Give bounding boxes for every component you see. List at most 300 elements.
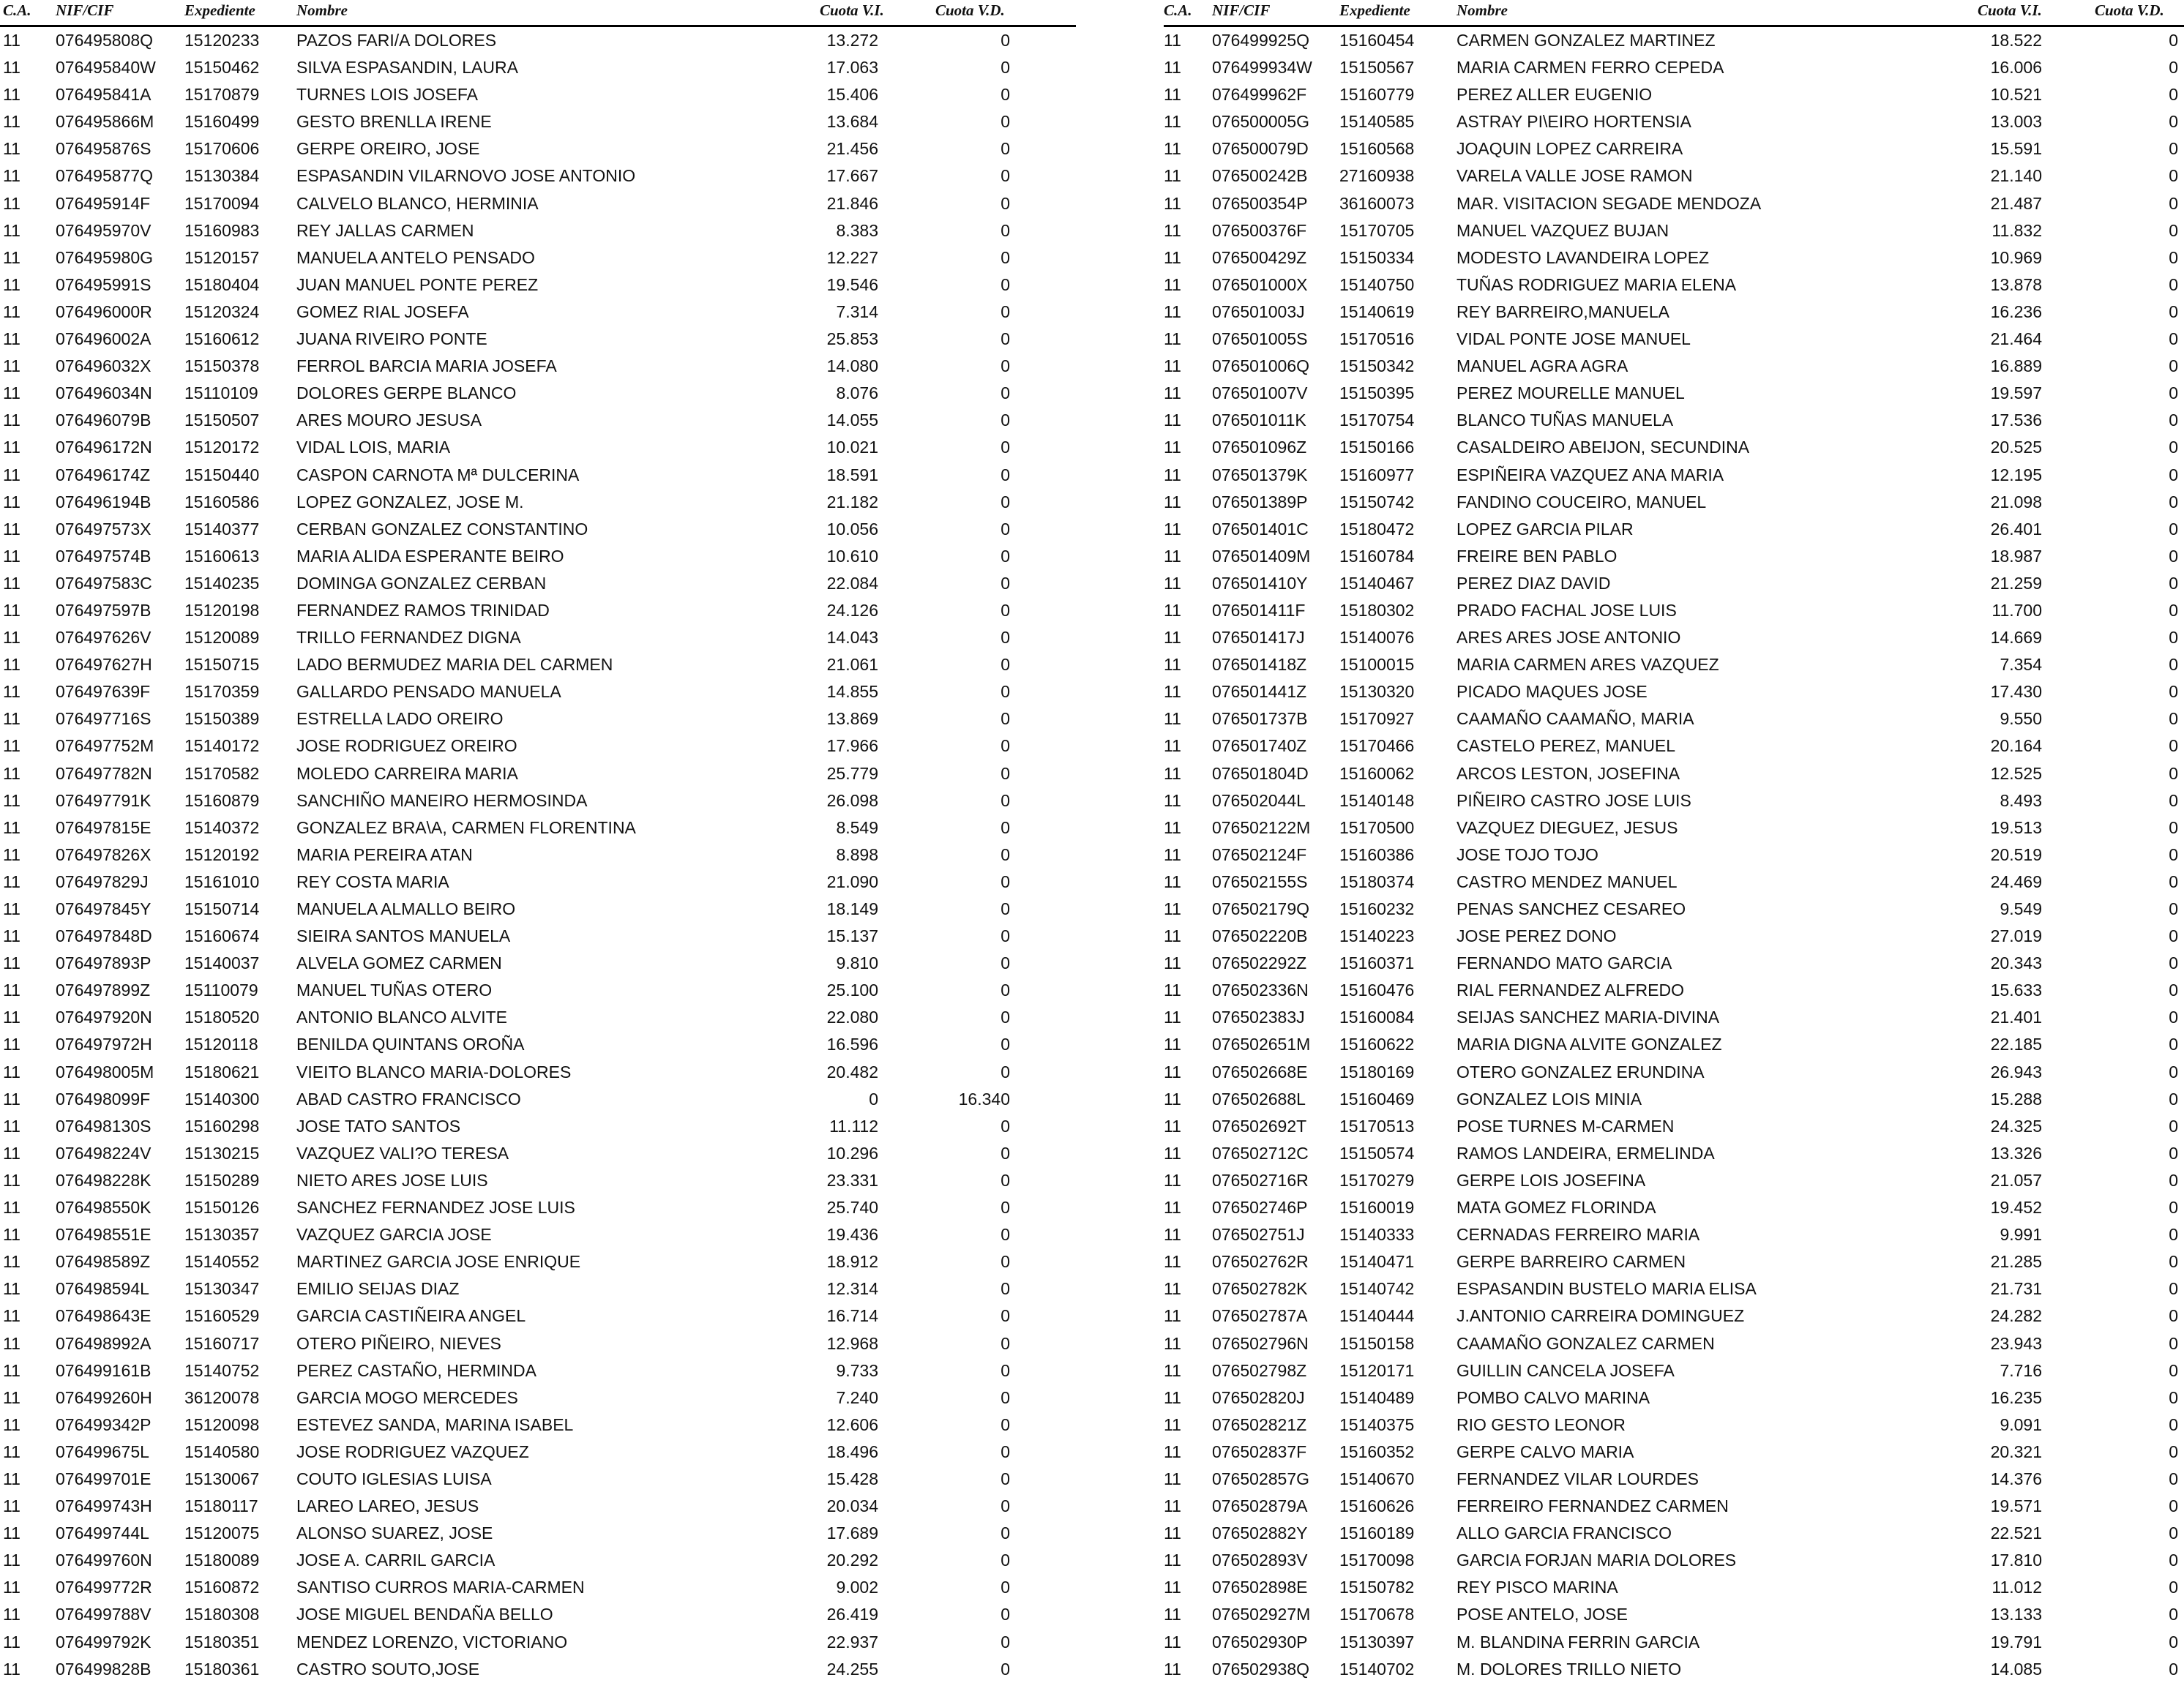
cell-ca: 11 bbox=[3, 1252, 20, 1272]
cell-nif: 076495876S bbox=[56, 139, 152, 159]
cell-cuota-vd: 0 bbox=[2169, 1143, 2178, 1163]
cell-cuota-vd: 0 bbox=[2169, 1170, 2178, 1190]
cell-expediente: 15110109 bbox=[184, 383, 258, 403]
cell-cuota-vd: 0 bbox=[1001, 899, 1010, 918]
cell-cuota-vd: 0 bbox=[1001, 329, 1010, 349]
table-row bbox=[0, 651, 1076, 678]
table-row bbox=[1164, 1520, 2184, 1547]
table-row bbox=[1164, 434, 2184, 461]
cell-ca: 11 bbox=[3, 1225, 20, 1245]
cell-ca: 11 bbox=[3, 1279, 20, 1299]
cell-nombre: GERPE OREIRO, JOSE bbox=[296, 139, 480, 159]
cell-nombre: JOSE A. CARRIL GARCIA bbox=[296, 1551, 495, 1570]
cell-cuota-vi: 9.810 bbox=[836, 953, 878, 973]
cell-ca: 11 bbox=[3, 1496, 20, 1516]
cell-expediente: 15170359 bbox=[184, 682, 260, 702]
cell-nombre: GALLARDO PENSADO MANUELA bbox=[296, 682, 561, 702]
table-row bbox=[1164, 1547, 2184, 1574]
cell-expediente: 15160232 bbox=[1339, 899, 1415, 918]
cell-ca: 11 bbox=[1164, 1089, 1181, 1109]
cell-expediente: 15120233 bbox=[184, 31, 260, 50]
cell-ca: 11 bbox=[3, 519, 20, 539]
table-row bbox=[0, 597, 1076, 624]
cell-ca: 11 bbox=[3, 1605, 20, 1624]
cell-ca: 11 bbox=[1164, 1198, 1181, 1218]
table-row bbox=[1164, 705, 2184, 732]
cell-expediente: 15150158 bbox=[1339, 1333, 1415, 1353]
cell-cuota-vd: 0 bbox=[1001, 139, 1010, 159]
cell-nombre: MANUELA ANTELO PENSADO bbox=[296, 247, 535, 267]
cell-ca: 11 bbox=[1164, 193, 1181, 213]
table-row bbox=[0, 81, 1076, 108]
cell-cuota-vd: 0 bbox=[1001, 438, 1010, 457]
cell-nombre: MARTINEZ GARCIA JOSE ENRIQUE bbox=[296, 1252, 581, 1272]
cell-cuota-vd: 0 bbox=[2169, 1035, 2178, 1054]
cell-cuota-vi: 20.321 bbox=[1990, 1442, 2042, 1461]
cell-nif: 076499701E bbox=[56, 1469, 152, 1488]
cell-nif: 076501411F bbox=[1212, 600, 1306, 620]
cell-cuota-vd: 0 bbox=[2169, 709, 2178, 729]
cell-nif: 076502782K bbox=[1212, 1279, 1308, 1299]
cell-ca: 11 bbox=[3, 356, 20, 376]
cell-cuota-vd: 0 bbox=[2169, 1198, 2178, 1218]
table-row bbox=[0, 1113, 1076, 1140]
cell-nombre: CAAMAÑO GONZALEZ CARMEN bbox=[1456, 1333, 1715, 1353]
cell-ca: 11 bbox=[3, 600, 20, 620]
cell-cuota-vd: 0 bbox=[2169, 356, 2178, 376]
cell-nombre: SANCHIÑO MANEIRO HERMOSINDA bbox=[296, 790, 588, 810]
left-table bbox=[0, 0, 1076, 1683]
cell-nombre: MANUELA ALMALLO BEIRO bbox=[296, 899, 516, 918]
cell-ca: 11 bbox=[1164, 519, 1181, 539]
cell-cuota-vd: 0 bbox=[1001, 1387, 1010, 1407]
cell-nombre: JOSE TATO SANTOS bbox=[296, 1116, 461, 1136]
header-nombre: Nombre bbox=[296, 1, 348, 19]
cell-cuota-vd: 0 bbox=[1001, 301, 1010, 321]
table-row bbox=[0, 1221, 1076, 1248]
table-row bbox=[0, 787, 1076, 814]
cell-nombre: LADO BERMUDEZ MARIA DEL CARMEN bbox=[296, 655, 613, 675]
cell-cuota-vi: 8.549 bbox=[836, 817, 878, 837]
cell-expediente: 15160784 bbox=[1339, 546, 1415, 566]
cell-cuota-vi: 14.855 bbox=[826, 682, 878, 702]
cell-cuota-vi: 21.464 bbox=[1990, 329, 2042, 349]
table-row bbox=[1164, 678, 2184, 705]
cell-ca: 11 bbox=[1164, 58, 1181, 78]
table-row bbox=[0, 1629, 1076, 1656]
cell-nif: 076502122M bbox=[1212, 817, 1311, 837]
cell-ca: 11 bbox=[3, 1360, 20, 1380]
cell-expediente: 15170279 bbox=[1339, 1170, 1415, 1190]
cell-ca: 11 bbox=[1164, 790, 1181, 810]
cell-nombre: MARIA ALIDA ESPERANTE BEIRO bbox=[296, 546, 564, 566]
cell-expediente: 15120171 bbox=[1339, 1360, 1415, 1380]
cell-expediente: 15160189 bbox=[1339, 1523, 1415, 1543]
cell-ca: 11 bbox=[1164, 682, 1181, 702]
cell-cuota-vi: 26.419 bbox=[826, 1605, 878, 1624]
cell-cuota-vd: 0 bbox=[1001, 58, 1010, 78]
cell-expediente: 15150715 bbox=[184, 655, 260, 675]
cell-cuota-vi: 17.689 bbox=[826, 1523, 878, 1543]
cell-expediente: 15120172 bbox=[184, 438, 260, 457]
cell-nif: 076501410Y bbox=[1212, 573, 1308, 593]
table-row bbox=[0, 570, 1076, 597]
cell-ca: 11 bbox=[3, 247, 20, 267]
header-expediente: Expediente bbox=[1339, 1, 1410, 19]
cell-cuota-vi: 8.076 bbox=[836, 383, 878, 403]
cell-expediente: 15160454 bbox=[1339, 31, 1415, 50]
table-row bbox=[0, 407, 1076, 434]
cell-nombre: JOAQUIN LOPEZ CARREIRA bbox=[1456, 139, 1683, 159]
cell-expediente: 15140580 bbox=[184, 1442, 260, 1461]
cell-expediente: 15160529 bbox=[184, 1306, 260, 1326]
cell-cuota-vd: 0 bbox=[2169, 573, 2178, 593]
cell-expediente: 15150289 bbox=[184, 1170, 260, 1190]
table-row bbox=[1164, 380, 2184, 407]
cell-cuota-vd: 0 bbox=[1001, 709, 1010, 729]
cell-ca: 11 bbox=[3, 573, 20, 593]
cell-cuota-vi: 21.098 bbox=[1990, 492, 2042, 511]
cell-cuota-vd: 0 bbox=[1001, 981, 1010, 1000]
cell-nombre: CASTRO MENDEZ MANUEL bbox=[1456, 872, 1678, 891]
cell-ca: 11 bbox=[1164, 1387, 1181, 1407]
table-row bbox=[0, 1275, 1076, 1302]
cell-ca: 11 bbox=[3, 1578, 20, 1597]
cell-nif: 076497639F bbox=[56, 682, 151, 702]
cell-cuota-vi: 11.700 bbox=[1992, 600, 2042, 620]
cell-cuota-vd: 0 bbox=[2169, 1116, 2178, 1136]
table-row bbox=[1164, 1493, 2184, 1520]
cell-cuota-vi: 21.061 bbox=[826, 655, 878, 675]
cell-nif: 076502821Z bbox=[1212, 1414, 1307, 1434]
table-row bbox=[1164, 1357, 2184, 1384]
cell-expediente: 15140172 bbox=[184, 736, 260, 756]
cell-expediente: 15160586 bbox=[184, 492, 260, 511]
cell-expediente: 15130067 bbox=[184, 1469, 260, 1488]
cell-cuota-vi: 22.185 bbox=[1990, 1035, 2042, 1054]
table-row bbox=[0, 1004, 1076, 1031]
cell-ca: 11 bbox=[1164, 112, 1181, 132]
cell-cuota-vi: 13.003 bbox=[1990, 112, 2042, 132]
cell-cuota-vi: 16.236 bbox=[1990, 301, 2042, 321]
cell-cuota-vd: 0 bbox=[1001, 763, 1010, 783]
table-row bbox=[0, 1493, 1076, 1520]
cell-nombre: CASPON CARNOTA Mª DULCERINA bbox=[296, 465, 580, 484]
cell-ca: 11 bbox=[3, 193, 20, 213]
cell-cuota-vd: 0 bbox=[2169, 1414, 2178, 1434]
cell-cuota-vd: 16.340 bbox=[958, 1089, 1010, 1109]
cell-cuota-vd: 0 bbox=[2169, 411, 2178, 430]
cell-cuota-vd: 0 bbox=[2169, 139, 2178, 159]
table-row bbox=[0, 108, 1076, 135]
cell-nif: 076502746P bbox=[1212, 1198, 1308, 1218]
cell-ca: 11 bbox=[3, 899, 20, 918]
cell-ca: 11 bbox=[1164, 709, 1181, 729]
cell-cuota-vd: 0 bbox=[1001, 817, 1010, 837]
cell-cuota-vi: 21.456 bbox=[826, 139, 878, 159]
table-row bbox=[0, 1194, 1076, 1221]
cell-cuota-vi: 21.846 bbox=[826, 193, 878, 213]
cell-cuota-vd: 0 bbox=[1001, 1170, 1010, 1190]
cell-expediente: 15180089 bbox=[184, 1551, 260, 1570]
cell-ca: 11 bbox=[1164, 981, 1181, 1000]
cell-cuota-vi: 19.513 bbox=[1990, 817, 2042, 837]
cell-expediente: 15150574 bbox=[1339, 1143, 1415, 1163]
table-row bbox=[1164, 1302, 2184, 1330]
cell-ca: 11 bbox=[1164, 1279, 1181, 1299]
table-row bbox=[1164, 1248, 2184, 1275]
cell-cuota-vd: 0 bbox=[2169, 628, 2178, 648]
cell-cuota-vd: 0 bbox=[1001, 790, 1010, 810]
cell-cuota-vd: 0 bbox=[1001, 1469, 1010, 1488]
cell-ca: 11 bbox=[1164, 1469, 1181, 1488]
cell-cuota-vd: 0 bbox=[1001, 1306, 1010, 1326]
cell-cuota-vd: 0 bbox=[1001, 383, 1010, 403]
cell-cuota-vi: 22.084 bbox=[826, 573, 878, 593]
cell-nombre: TRILLO FERNANDEZ DIGNA bbox=[296, 628, 521, 648]
cell-cuota-vd: 0 bbox=[2169, 519, 2178, 539]
cell-ca: 11 bbox=[1164, 329, 1181, 349]
cell-cuota-vi: 20.292 bbox=[826, 1551, 878, 1570]
cell-cuota-vi: 20.482 bbox=[826, 1062, 878, 1082]
cell-nombre: LOPEZ GARCIA PILAR bbox=[1456, 519, 1634, 539]
table-row bbox=[0, 1412, 1076, 1439]
cell-cuota-vd: 0 bbox=[1001, 1198, 1010, 1218]
table-row bbox=[1164, 1412, 2184, 1439]
cell-cuota-vd: 0 bbox=[2169, 383, 2178, 403]
cell-nombre: POMBO CALVO MARINA bbox=[1456, 1387, 1650, 1407]
cell-expediente: 15140467 bbox=[1339, 573, 1415, 593]
cell-expediente: 36120078 bbox=[184, 1387, 260, 1407]
cell-expediente: 15140471 bbox=[1339, 1252, 1415, 1272]
cell-expediente: 15150714 bbox=[184, 899, 260, 918]
table-row bbox=[1164, 516, 2184, 543]
cell-ca: 11 bbox=[1164, 1116, 1181, 1136]
cell-cuota-vd: 0 bbox=[2169, 1252, 2178, 1272]
cell-expediente: 15160717 bbox=[184, 1333, 260, 1353]
cell-cuota-vd: 0 bbox=[2169, 1551, 2178, 1570]
header-ca: C.A. bbox=[3, 1, 31, 19]
cell-nombre: ESPASANDIN VILARNOVO JOSE ANTONIO bbox=[296, 166, 636, 186]
cell-nif: 076495970V bbox=[56, 220, 152, 240]
cell-nombre: FERREIRO FERNANDEZ CARMEN bbox=[1456, 1496, 1729, 1516]
cell-nif: 076498550K bbox=[56, 1198, 152, 1218]
cell-expediente: 15150395 bbox=[1339, 383, 1415, 403]
table-row bbox=[1164, 489, 2184, 516]
cell-nombre: MANUEL VAZQUEZ BUJAN bbox=[1456, 220, 1669, 240]
cell-ca: 11 bbox=[3, 383, 20, 403]
cell-cuota-vi: 11.012 bbox=[1992, 1578, 2042, 1597]
cell-cuota-vi: 19.546 bbox=[826, 274, 878, 294]
table-row bbox=[1164, 570, 2184, 597]
cell-nombre: TUÑAS RODRIGUEZ MARIA ELENA bbox=[1456, 274, 1737, 294]
cell-expediente: 15140552 bbox=[184, 1252, 260, 1272]
cell-cuota-vi: 21.731 bbox=[1990, 1279, 2042, 1299]
cell-nif: 076496000R bbox=[56, 301, 152, 321]
cell-ca: 11 bbox=[3, 139, 20, 159]
cell-nif: 076501441Z bbox=[1212, 682, 1307, 702]
cell-ca: 11 bbox=[1164, 1225, 1181, 1245]
cell-cuota-vi: 10.521 bbox=[1990, 85, 2042, 105]
cell-ca: 11 bbox=[3, 220, 20, 240]
cell-ca: 11 bbox=[3, 1333, 20, 1353]
cell-nif: 076499792K bbox=[56, 1632, 152, 1652]
table-row bbox=[0, 678, 1076, 705]
cell-cuota-vi: 10.021 bbox=[826, 438, 878, 457]
cell-nif: 076496032X bbox=[56, 356, 152, 376]
cell-expediente: 15140585 bbox=[1339, 112, 1415, 132]
table-row bbox=[1164, 1629, 2184, 1656]
cell-nombre: CERBAN GONZALEZ CONSTANTINO bbox=[296, 519, 588, 539]
cell-ca: 11 bbox=[1164, 411, 1181, 430]
cell-nombre: VIEITO BLANCO MARIA-DOLORES bbox=[296, 1062, 572, 1082]
cell-ca: 11 bbox=[3, 1387, 20, 1407]
cell-expediente: 15120118 bbox=[184, 1035, 258, 1054]
cell-ca: 11 bbox=[3, 926, 20, 946]
cell-expediente: 15180169 bbox=[1339, 1062, 1415, 1082]
cell-ca: 11 bbox=[1164, 1360, 1181, 1380]
cell-ca: 11 bbox=[1164, 438, 1181, 457]
cell-expediente: 15180308 bbox=[184, 1605, 260, 1624]
cell-nif: 076496194B bbox=[56, 492, 152, 511]
cell-expediente: 15150507 bbox=[184, 411, 260, 430]
cell-nombre: CASALDEIRO ABEIJON, SECUNDINA bbox=[1456, 438, 1750, 457]
cell-cuota-vd: 0 bbox=[2169, 1523, 2178, 1543]
cell-cuota-vd: 0 bbox=[2169, 465, 2178, 484]
cell-nombre: ANTONIO BLANCO ALVITE bbox=[296, 1008, 508, 1027]
cell-nif: 076502688L bbox=[1212, 1089, 1306, 1109]
cell-ca: 11 bbox=[1164, 655, 1181, 675]
table-row bbox=[0, 814, 1076, 841]
cell-cuota-vi: 20.525 bbox=[1990, 438, 2042, 457]
cell-nif: 076495980G bbox=[56, 247, 154, 267]
cell-nombre: MOLEDO CARREIRA MARIA bbox=[296, 763, 518, 783]
cell-expediente: 15160371 bbox=[1339, 953, 1415, 973]
cell-nif: 076497815E bbox=[56, 817, 152, 837]
cell-cuota-vd: 0 bbox=[1001, 1605, 1010, 1624]
cell-cuota-vd: 0 bbox=[2169, 1632, 2178, 1652]
cell-nif: 076499260H bbox=[56, 1387, 152, 1407]
cell-ca: 11 bbox=[1164, 844, 1181, 864]
cell-cuota-vi: 17.810 bbox=[1990, 1551, 2042, 1570]
cell-expediente: 15160386 bbox=[1339, 844, 1415, 864]
cell-nombre: GONZALEZ LOIS MINIA bbox=[1456, 1089, 1642, 1109]
cell-expediente: 15160568 bbox=[1339, 139, 1415, 159]
cell-cuota-vi: 21.140 bbox=[1990, 166, 2042, 186]
cell-cuota-vi: 12.525 bbox=[1990, 763, 2042, 783]
cell-nif: 076499161B bbox=[56, 1360, 152, 1380]
cell-nif: 076502857G bbox=[1212, 1469, 1310, 1488]
cell-expediente: 15160977 bbox=[1339, 465, 1415, 484]
cell-nif: 076499342P bbox=[56, 1414, 152, 1434]
cell-ca: 11 bbox=[1164, 817, 1181, 837]
table-row bbox=[0, 1357, 1076, 1384]
cell-nombre: JOSE PEREZ DONO bbox=[1456, 926, 1617, 946]
cell-cuota-vd: 0 bbox=[1001, 274, 1010, 294]
cell-cuota-vd: 0 bbox=[2169, 1333, 2178, 1353]
cell-cuota-vd: 0 bbox=[2169, 1659, 2178, 1679]
cell-expediente: 15160469 bbox=[1339, 1089, 1415, 1109]
cell-ca: 11 bbox=[3, 790, 20, 810]
cell-expediente: 15140377 bbox=[184, 519, 260, 539]
cell-cuota-vi: 10.296 bbox=[826, 1143, 878, 1163]
cell-nombre: FREIRE BEN PABLO bbox=[1456, 546, 1618, 566]
table-row bbox=[0, 1086, 1076, 1113]
cell-nombre: OTERO GONZALEZ ERUNDINA bbox=[1456, 1062, 1705, 1082]
cell-ca: 11 bbox=[3, 1035, 20, 1054]
cell-cuota-vi: 15.406 bbox=[826, 85, 878, 105]
cell-nif: 076502879A bbox=[1212, 1496, 1308, 1516]
cell-cuota-vi: 7.354 bbox=[2000, 655, 2042, 675]
cell-cuota-vd: 0 bbox=[1001, 1279, 1010, 1299]
cell-cuota-vi: 19.436 bbox=[826, 1225, 878, 1245]
cell-ca: 11 bbox=[1164, 383, 1181, 403]
table-row bbox=[1164, 271, 2184, 299]
table-row bbox=[0, 1574, 1076, 1601]
table-row bbox=[0, 896, 1076, 923]
cell-nif: 076500005G bbox=[1212, 112, 1310, 132]
table-row bbox=[1164, 54, 2184, 81]
cell-nombre: SANCHEZ FERNANDEZ JOSE LUIS bbox=[296, 1198, 575, 1218]
cell-ca: 11 bbox=[3, 763, 20, 783]
cell-cuota-vi: 11.832 bbox=[1992, 220, 2042, 240]
cell-cuota-vi: 13.878 bbox=[1990, 274, 2042, 294]
cell-expediente: 15170678 bbox=[1339, 1605, 1415, 1624]
cell-nif: 076495877Q bbox=[56, 166, 154, 186]
cell-nombre: PICADO MAQUES JOSE bbox=[1456, 682, 1648, 702]
cell-nif: 076501003J bbox=[1212, 301, 1305, 321]
cell-nombre: ALVELA GOMEZ CARMEN bbox=[296, 953, 502, 973]
cell-nif: 076497573X bbox=[56, 519, 152, 539]
cell-ca: 11 bbox=[1164, 1551, 1181, 1570]
cell-nif: 076497848D bbox=[56, 926, 152, 946]
right-table bbox=[1164, 0, 2184, 1683]
table-header bbox=[0, 0, 1076, 27]
cell-expediente: 15180374 bbox=[1339, 872, 1415, 891]
cell-nombre: VARELA VALLE JOSE RAMON bbox=[1456, 166, 1693, 186]
cell-cuota-vd: 0 bbox=[2169, 763, 2178, 783]
cell-nif: 076499788V bbox=[56, 1605, 152, 1624]
cell-cuota-vd: 0 bbox=[1001, 112, 1010, 132]
cell-nif: 076498643E bbox=[56, 1306, 152, 1326]
table-row bbox=[1164, 760, 2184, 787]
cell-cuota-vi: 10.969 bbox=[1990, 247, 2042, 267]
cell-cuota-vd: 0 bbox=[1001, 166, 1010, 186]
cell-ca: 11 bbox=[3, 844, 20, 864]
cell-nombre: PEREZ DIAZ DAVID bbox=[1456, 573, 1611, 593]
cell-nif: 076497627H bbox=[56, 655, 152, 675]
table-row bbox=[1164, 1574, 2184, 1601]
cell-cuota-vi: 10.056 bbox=[826, 519, 878, 539]
cell-cuota-vd: 0 bbox=[2169, 546, 2178, 566]
cell-nombre: VIDAL PONTE JOSE MANUEL bbox=[1456, 329, 1691, 349]
table-row bbox=[1164, 326, 2184, 353]
cell-cuota-vi: 16.714 bbox=[826, 1306, 878, 1326]
cell-cuota-vi: 23.943 bbox=[1990, 1333, 2042, 1353]
cell-nif: 076501389P bbox=[1212, 492, 1308, 511]
cell-cuota-vd: 0 bbox=[2169, 193, 2178, 213]
cell-nombre: ESPASANDIN BUSTELO MARIA ELISA bbox=[1456, 1279, 1757, 1299]
table-row bbox=[0, 434, 1076, 461]
cell-expediente: 15150334 bbox=[1339, 247, 1415, 267]
cell-ca: 11 bbox=[3, 112, 20, 132]
cell-cuota-vi: 13.272 bbox=[826, 31, 878, 50]
cell-nombre: ARES ARES JOSE ANTONIO bbox=[1456, 628, 1681, 648]
cell-nif: 076495991S bbox=[56, 274, 152, 294]
cell-nif: 076502837F bbox=[1212, 1442, 1307, 1461]
table-row bbox=[1164, 27, 2184, 54]
cell-expediente: 15150782 bbox=[1339, 1578, 1415, 1597]
